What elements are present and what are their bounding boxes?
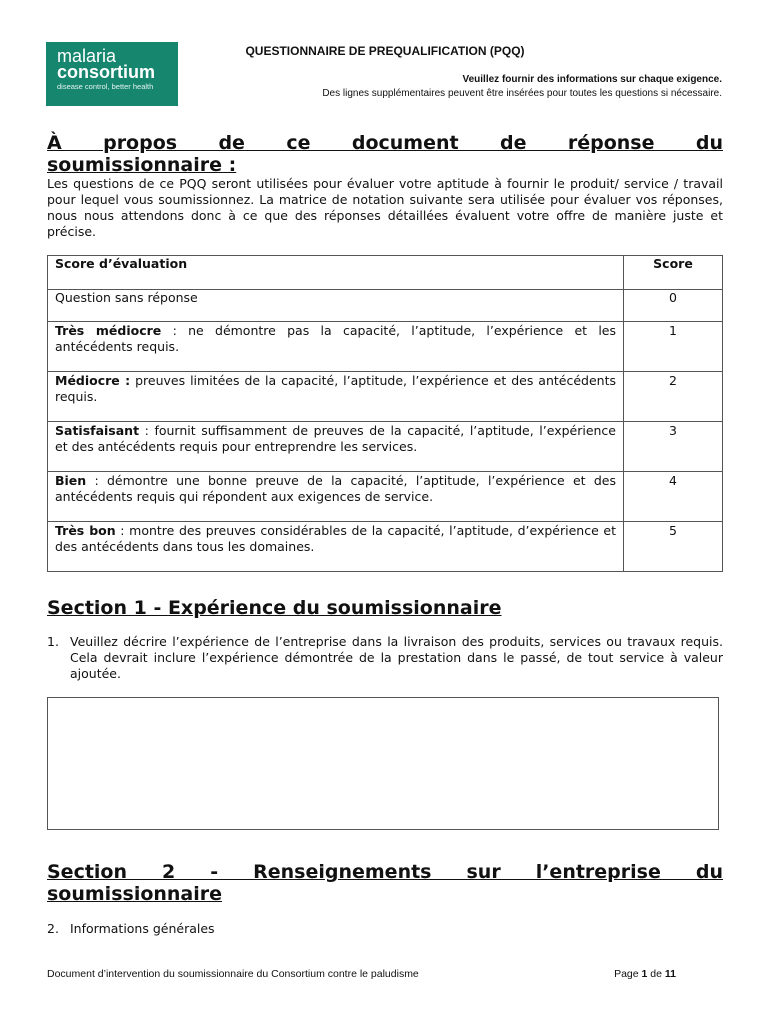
row-desc-text: : démontre une bonne preuve de la capacité, l’aptitude, l’expérience et des antécédents requis qui répondent aux exigences de service. bbox=[55, 473, 616, 504]
footer-page-of: de bbox=[650, 968, 662, 980]
footer-page-number bbox=[614, 968, 676, 980]
row-description bbox=[48, 522, 624, 572]
footer-page-current: 1 bbox=[641, 968, 648, 980]
row-label: Très bon bbox=[55, 523, 116, 538]
row-desc-text: : fournit suffisamment de preuves de la capacité, l’aptitude, l’expérience et des antécédents requis pour entreprendre les services. bbox=[55, 423, 616, 454]
document-title: QUESTIONNAIRE DE PREQUALIFICATION (PQQ) bbox=[245, 44, 525, 58]
row-score: 4 bbox=[624, 472, 723, 522]
question-1-number: 1. bbox=[47, 634, 59, 649]
question-2 bbox=[47, 921, 723, 937]
table-row bbox=[48, 322, 723, 372]
question-2-number: 2. bbox=[47, 921, 59, 936]
logo-line2: consortium bbox=[57, 62, 156, 82]
row-label: Médiocre : bbox=[55, 373, 131, 388]
table-row bbox=[48, 522, 723, 572]
table-row bbox=[48, 422, 723, 472]
about-heading-line2: soumissionnaire : bbox=[47, 154, 237, 176]
row-description bbox=[48, 472, 624, 522]
section2-heading-line1: Section 2 - Renseignements sur l’entreprise du bbox=[47, 861, 723, 883]
row-score: 0 bbox=[624, 290, 723, 322]
section2-heading-line2: soumissionnaire bbox=[47, 883, 223, 905]
question-1-text: Veuillez décrire l’expérience de l’entreprise dans la livraison des produits, services ou travaux requis. Cela devrait inclure l’expérience démontrée de la prestation dans le passé, de tout service à valeur ajoutée. bbox=[70, 634, 723, 681]
row-label: Bien bbox=[55, 473, 87, 488]
table-row bbox=[48, 290, 723, 322]
question-2-text: Informations générales bbox=[70, 921, 215, 936]
row-desc-text: : montre des preuves considérables de la capacité, l’aptitude, d’expérience et des antécédents dans tous les domaines. bbox=[55, 523, 616, 554]
header-score: Score bbox=[624, 256, 723, 290]
row-desc-text: preuves limitées de la capacité, l’aptitude, l’expérience et des antécédents requis. bbox=[55, 373, 617, 404]
header-instruction: Veuillez fournir des informations sur chaque exigence. bbox=[462, 74, 722, 85]
table-row bbox=[48, 372, 723, 422]
section2-heading bbox=[47, 861, 723, 905]
footer-page-total: 11 bbox=[664, 968, 676, 980]
row-description bbox=[48, 290, 624, 322]
row-score: 2 bbox=[624, 372, 723, 422]
row-description bbox=[48, 372, 624, 422]
logo-line1: malaria bbox=[57, 46, 117, 66]
header-note: Des lignes supplémentaires peuvent être insérées pour toutes les questions si nécessaire. bbox=[322, 88, 722, 99]
header-score-evaluation: Score d’évaluation bbox=[48, 256, 624, 290]
row-description bbox=[48, 322, 624, 372]
row-description bbox=[48, 422, 624, 472]
question-1 bbox=[47, 634, 723, 682]
question-1-answer-box[interactable] bbox=[47, 697, 719, 830]
row-desc-text: : ne démontre pas la capacité, l’aptitude, l’expérience et les antécédents requis. bbox=[55, 323, 617, 354]
row-score: 1 bbox=[624, 322, 723, 372]
row-desc-text: Question sans réponse bbox=[55, 290, 198, 305]
scoring-matrix-table bbox=[47, 255, 723, 572]
about-heading bbox=[47, 132, 723, 176]
table-header-row bbox=[48, 256, 723, 290]
row-label: Satisfaisant bbox=[55, 423, 140, 438]
logo-tagline: disease control, better health bbox=[57, 82, 154, 91]
about-paragraph: Les questions de ce PQQ seront utilisées pour évaluer votre aptitude à fournir le produit/ service / travail pour lequel vous soumissionnez. La matrice de notation suivante sera utilisée pour évaluer vos réponses, nous nous attendons donc à ce que des réponses détaillées évaluent votre offre de manière juste et précise. bbox=[47, 176, 723, 239]
row-label: Très médiocre bbox=[55, 323, 162, 338]
section1-heading: Section 1 - Expérience du soumissionnaire bbox=[47, 597, 502, 619]
footer-page-word: Page bbox=[614, 968, 639, 980]
row-score: 3 bbox=[624, 422, 723, 472]
about-heading-line1: À propos de ce document de réponse du bbox=[47, 132, 723, 154]
table-row bbox=[48, 472, 723, 522]
footer-document-name: Document d’intervention du soumissionnaire du Consortium contre le paludisme bbox=[47, 968, 419, 980]
row-score: 5 bbox=[624, 522, 723, 572]
